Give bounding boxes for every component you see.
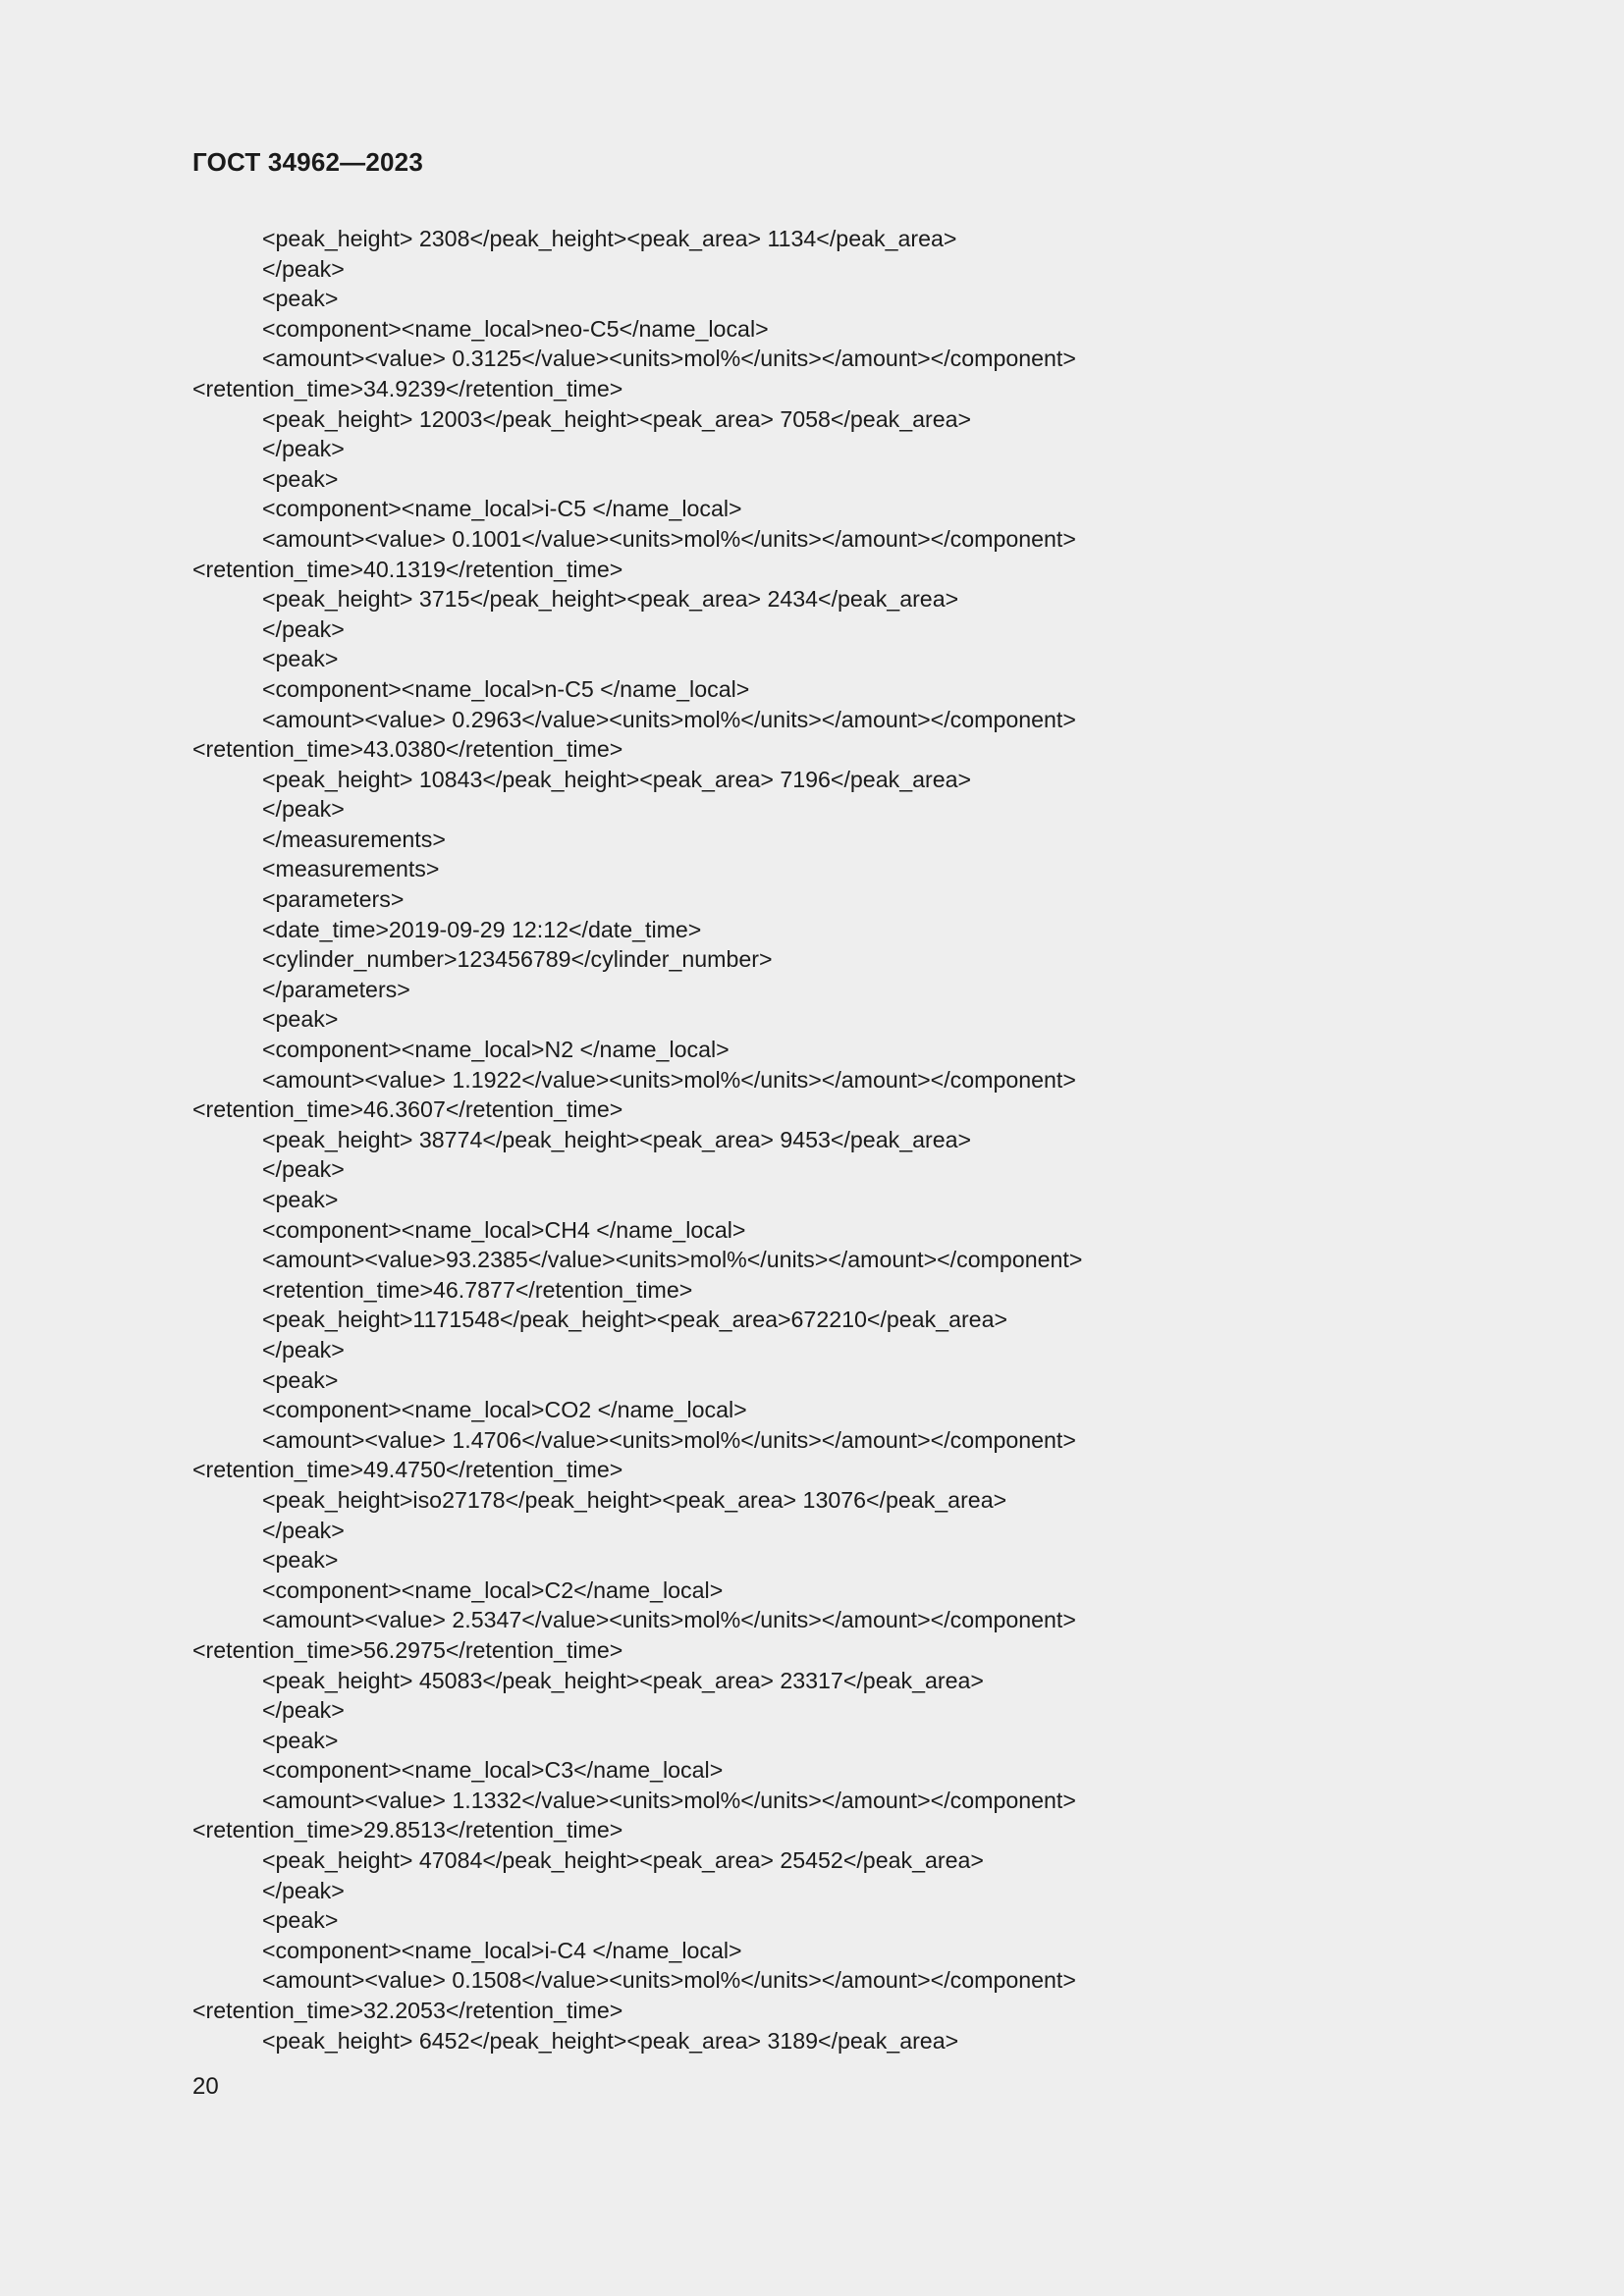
code-line: <peak> bbox=[262, 286, 339, 312]
code-line: <amount><value> 1.1922</value><units>mol%</units></amount></component> bbox=[262, 1066, 1076, 1093]
code-line: <retention_time>46.3607</retention_time> bbox=[192, 1096, 623, 1123]
code-line: </peak> bbox=[262, 255, 345, 282]
code-line: <peak_height> 6452</peak_height><peak_area> 3189</peak_area> bbox=[262, 2027, 959, 2054]
code-line: <amount><value> 0.3125</value><units>mol%</units></amount></component> bbox=[262, 346, 1076, 372]
code-line: <amount><value> 1.1332</value><units>mol%</units></amount></component> bbox=[262, 1787, 1076, 1813]
code-line: <peak_height> 12003</peak_height><peak_area> 7058</peak_area> bbox=[262, 405, 972, 432]
code-line: </peak> bbox=[262, 615, 345, 642]
code-line: <peak_height> 47084</peak_height><peak_area> 25452</peak_area> bbox=[262, 1847, 984, 1874]
code-line: </peak> bbox=[262, 1877, 345, 1903]
code-line: </peak> bbox=[262, 1336, 345, 1362]
code-line: <component><name_local>C2</name_local> bbox=[262, 1576, 724, 1603]
code-line: <amount><value> 2.5347</value><units>mol%</units></amount></component> bbox=[262, 1607, 1076, 1633]
code-line: </peak> bbox=[262, 796, 345, 823]
code-line: <peak_height> 2308</peak_height><peak_area> 1134</peak_area> bbox=[262, 226, 957, 251]
code-line: </peak> bbox=[262, 436, 345, 462]
code-line: </peak> bbox=[262, 1517, 345, 1543]
code-line: <retention_time>34.9239</retention_time> bbox=[192, 375, 623, 401]
code-line: </peak> bbox=[262, 1156, 345, 1183]
code-line: </parameters> bbox=[262, 976, 410, 1002]
code-line: <retention_time>49.4750</retention_time> bbox=[192, 1457, 623, 1483]
code-line: <peak> bbox=[262, 1187, 339, 1212]
code-line: <component><name_local>neo-C5</name_local> bbox=[262, 315, 769, 342]
code-line: <peak> bbox=[262, 1366, 339, 1393]
code-line: <component><name_local>CO2 </name_local> bbox=[262, 1397, 747, 1423]
code-line: <component><name_local>n-C5 </name_local> bbox=[262, 675, 750, 702]
code-line: <amount><value> 0.1001</value><units>mol%</units></amount></component> bbox=[262, 525, 1076, 552]
page-number: 20 bbox=[192, 2073, 219, 2100]
code-line: <retention_time>43.0380</retention_time> bbox=[192, 736, 623, 763]
code-line: <amount><value> 0.1508</value><units>mol%</units></amount></component> bbox=[262, 1967, 1076, 1994]
code-line: <peak> bbox=[262, 646, 339, 672]
code-line: <amount><value> 0.2963</value><units>mol%</units></amount></component> bbox=[262, 706, 1076, 732]
code-line: <retention_time>29.8513</retention_time> bbox=[192, 1817, 623, 1843]
code-line: <cylinder_number>123456789</cylinder_number> bbox=[262, 946, 773, 973]
code-line: <peak_height> 10843</peak_height><peak_area> 7196</peak_area> bbox=[262, 766, 972, 792]
xml-code-listing bbox=[192, 224, 1469, 2056]
code-line: <component><name_local>i-C4 </name_local> bbox=[262, 1937, 742, 1963]
code-line: <component><name_local>CH4 </name_local> bbox=[262, 1216, 746, 1243]
code-line: <peak> bbox=[262, 465, 339, 492]
code-line: <amount><value> 1.4706</value><units>mol%</units></amount></component> bbox=[262, 1426, 1076, 1453]
code-line: <component><name_local>C3</name_local> bbox=[262, 1757, 724, 1784]
code-line: <component><name_local>i-C5 </name_local> bbox=[262, 496, 742, 522]
code-line: <amount><value>93.2385</value><units>mol%</units></amount></component> bbox=[262, 1247, 1083, 1273]
code-line: <date_time>2019-09-29 12:12</date_time> bbox=[262, 916, 702, 942]
code-line: <peak_height> 38774</peak_height><peak_area> 9453</peak_area> bbox=[262, 1126, 972, 1152]
code-line: <peak> bbox=[262, 1727, 339, 1753]
code-line: <retention_time>56.2975</retention_time> bbox=[192, 1636, 623, 1663]
code-line: <peak> bbox=[262, 1547, 339, 1574]
code-line: <peak> bbox=[262, 1006, 339, 1033]
code-line: <retention_time>46.7877</retention_time> bbox=[262, 1276, 693, 1303]
code-line: <peak_height> 3715</peak_height><peak_area> 2434</peak_area> bbox=[262, 586, 959, 613]
code-line: <retention_time>40.1319</retention_time> bbox=[192, 556, 623, 582]
code-line: </peak> bbox=[262, 1697, 345, 1724]
code-line: <parameters> bbox=[262, 886, 405, 913]
code-line: <peak> bbox=[262, 1907, 339, 1934]
document-header: ГОСТ 34962—2023 bbox=[192, 147, 423, 177]
code-line: <peak_height> 45083</peak_height><peak_area> 23317</peak_area> bbox=[262, 1667, 984, 1693]
code-line: <component><name_local>N2 </name_local> bbox=[262, 1037, 730, 1063]
code-line: </measurements> bbox=[262, 826, 446, 852]
code-line: <measurements> bbox=[262, 856, 440, 882]
code-line: <retention_time>32.2053</retention_time> bbox=[192, 1998, 623, 2024]
code-line: <peak_height>1171548</peak_height><peak_area>672210</peak_area> bbox=[262, 1307, 1008, 1333]
code-line: <peak_height>iso27178</peak_height><peak_area> 13076</peak_area> bbox=[262, 1486, 1007, 1513]
